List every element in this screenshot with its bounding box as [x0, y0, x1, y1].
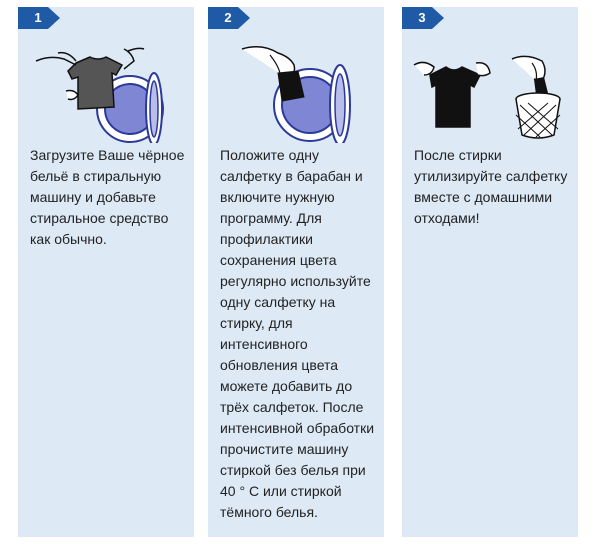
step-panel-3: [402, 7, 578, 537]
step-description: Загрузите Ваше чёрное бельё в стиральную машину и добавьте стиральное средство как обычно.: [30, 147, 185, 247]
washing-machine-sheet-icon: [208, 31, 384, 143]
step-number: 3: [418, 10, 426, 25]
step-number: 1: [34, 10, 42, 25]
step-badge-3: [402, 7, 446, 29]
dispose-sheet-icon: [402, 31, 578, 143]
washing-machine-load-icon: [18, 31, 194, 143]
step-panel-2: [208, 7, 384, 537]
step-description: После стирки утилизируйте салфетку вместе с домашними отходами!: [414, 147, 568, 226]
step-number: 2: [224, 10, 232, 25]
step-badge-1: [18, 7, 62, 29]
step-panel-1: [18, 7, 194, 537]
step-description: Положите одну салфетку в барабан и включите нужную программу. Для профилактики сохранения цвета регулярно используйте одну салфетку на стирку, для интенсивного обновления цвета можете добавить до трёх салфеток. После интенсивной обработки прочистите машину стиркой без белья при 40 ° С или стиркой тёмного белья.: [220, 147, 375, 520]
step-badge-2: [208, 7, 252, 29]
